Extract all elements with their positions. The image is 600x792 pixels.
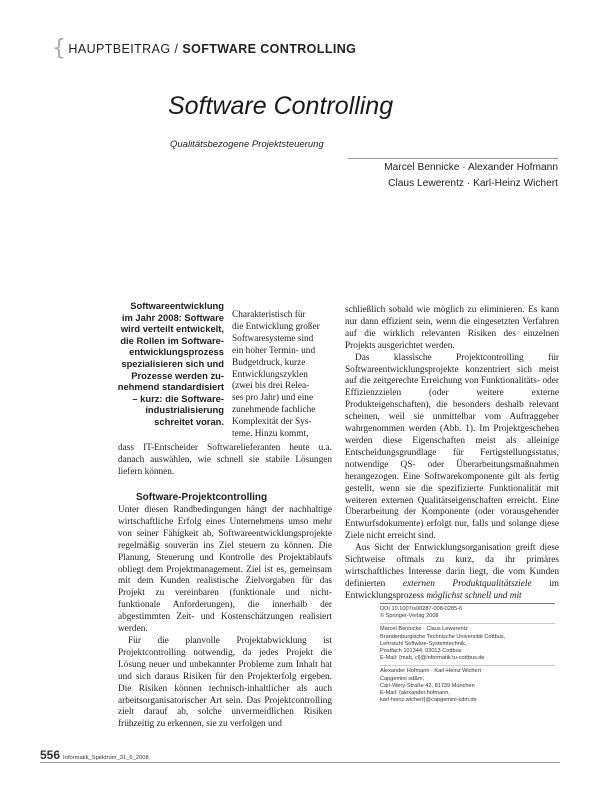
intro-line: ses pro Jahr) und eine <box>232 393 314 404</box>
lead-line: nehmend standardisiert <box>117 381 224 393</box>
paragraph: Für die planvolle Projektabwicklung ist Projektcontrolling notwendig, da jedes Projekt die Lösung neuer und unbekannter Probleme zum Inhalt hat und sich daraus Risiken für den Projekterfolg ergeben. Die Risiken können technisch-inhaltlicher als auch arbeitsorganisatorischer Art sein. Das Projektcontrolling zielt darauf ab, solche unvermeidlichen Risiken frühzeitig zu erkennen, sie zu verfolgen und <box>118 635 332 730</box>
affil-line: Carl-Wery-Straße 42, 81739 München <box>380 682 475 689</box>
affil-line: Brandenburgische Technische Universität Cottbus, <box>380 633 506 640</box>
intro-line: die Entwicklung großer <box>232 321 320 332</box>
intro-narrow <box>232 310 332 441</box>
lead-line: spezialisieren sich und <box>121 357 224 369</box>
affil-line: Postfach 101344, 03013 Cottbus <box>380 648 462 655</box>
journal-source: Informatik_Spektrum_31_6_2008 <box>63 755 149 761</box>
doi-block <box>380 606 555 620</box>
article-infobox <box>380 603 555 704</box>
affil-line: Marcel Bennicke · Claus Lewerentz <box>380 626 468 633</box>
lead-line: im Jahr 2008: Software <box>121 311 224 323</box>
intro-continuation <box>118 443 332 479</box>
column-2-body <box>345 305 559 603</box>
lead-line: wird verteilt entwickelt, <box>120 323 224 335</box>
para3-emphasis-1: externen Produktqualitätsziele <box>402 578 532 589</box>
affil-line: Capgemini sd&m, <box>380 675 425 682</box>
topic-label: SOFTWARE CONTROLLING <box>182 42 357 56</box>
affil-line: Alexander Hofmann · Karl-Heinz Wichert <box>380 668 482 675</box>
intro-cont-text: dass IT-Entscheider Softwarelieferanten heute u.a. danach auswählen, wie schnell sie stabile Lösungen liefern können. <box>118 443 332 477</box>
lead-line: schreitet voran. <box>154 415 224 427</box>
authors-line-1: Marcel Bennicke · Alexander Hofmann <box>384 162 558 173</box>
section-header <box>52 36 357 61</box>
author-block <box>348 158 558 191</box>
lead-line: entwicklungsprozess <box>129 346 224 358</box>
affil-line: Lehrstuhl Software-Systemtechnik, <box>380 640 467 647</box>
affiliation-2 <box>380 665 555 704</box>
intro-line: teme. Hinzu kommt, <box>232 429 309 440</box>
intro-line: ein hoher Termin- und <box>232 345 316 356</box>
lead-line: Prozesse werden zu- <box>131 369 224 381</box>
section-label: HAUPTBEITRAG <box>68 42 171 56</box>
doi-text: DOI 10.1007/s00287-008-0285-6 <box>380 606 463 612</box>
intro-line: Komplexität der Sys- <box>232 417 312 428</box>
lead-line: Softwareentwicklung <box>130 300 224 311</box>
lead-line: industrialisierung <box>145 404 224 416</box>
page-footer <box>40 748 560 762</box>
lead-line: die Rollen im Software- <box>120 334 224 346</box>
para3-emphasis-2: möglichst schnell und mit <box>426 590 522 601</box>
paragraph: schließlich sobald wie möglich zu eliminieren. Es kann nur dann effizient sein, wenn die eingesetzten Verfahren auf die wirklich relevanten Risiken des einzelnen Projekts ausgerichtet werden. <box>345 305 559 351</box>
para3-mid: im Entwicklungsprozess <box>345 578 560 601</box>
intro-line: (zwei bis drei Relea- <box>232 381 310 392</box>
intro-line: Budgetdruck, kurze <box>232 357 306 368</box>
affil-email[interactable]: karl-heinz.wichert}@capgemini-sdm.de <box>380 697 477 704</box>
lead-line: – kurz: die Software- <box>132 392 224 404</box>
intro-line: zunehmende fachliche <box>232 405 316 416</box>
copyright-text: © Springer-Verlag 2008 <box>380 613 439 620</box>
header-separator: / <box>174 42 179 56</box>
intro-line: Charakteristisch für <box>232 310 306 320</box>
brace-glyph: { <box>52 36 67 61</box>
paragraph: Unter diesen Randbedingungen hängt der nachhaltige wirtschaftliche Erfolg eines Unternehmens umso mehr von seiner Fähigkeit ab, Softwareentwicklungsprojekte regelmäßig souverän ins Ziel steuern zu können. Die Planung, Steuerung und Kontrolle des Projektablaufs obliegt dem Projektmanagement. Ziel ist es, gemeinsam mit dem Kunden realistische Zielvorgaben für das Projekt zu vereinbaren (funktionale und nicht-funktionale Anforderungen), die innerhalb der abgestimmten Zeit- und Kostenschätzungen realisiert werden. <box>118 505 332 635</box>
affil-email[interactable]: E-Mail: {alexander.hofmann, <box>380 690 450 697</box>
affil-email[interactable]: E-Mail: {mab, cl}@informatik.tu-cottbus.de <box>380 655 485 662</box>
para3-start: Aus Sicht der Entwicklungsorganisation greift diese Sichtweise oftmals zu kurz, da ihr primäres wirtschaftliches Interesse darin liegt, die vom Kunden definierten <box>345 543 559 589</box>
authors-line-2: Claus Lewerentz · Karl-Heinz Wichert <box>388 178 558 189</box>
page-number: 556 <box>40 748 61 762</box>
intro-line: Softwaresysteme sind <box>232 333 314 344</box>
intro-line: Entwicklungszyklen <box>232 369 308 380</box>
paragraph <box>345 543 559 603</box>
lead-abstract <box>108 300 224 428</box>
section-heading: Software-Projektcontrolling <box>136 492 268 503</box>
article-title: Software Controlling <box>168 92 394 120</box>
article-subtitle: Qualitätsbezogene Projektsteuerung <box>170 139 324 150</box>
affiliation-1 <box>380 623 555 662</box>
footer-rule <box>40 762 560 763</box>
paragraph: Das klassische Projektcontrolling für Softwareentwicklungsprojekte konzentriert sich meist auf die zeitgerechte Erreichung von Funktionalitäts- oder Effizienzzielen (oder weitere externe Produkteigenschaften), die besonders deshalb relevant scheinen, weil sie unmittelbar vom Auftraggeber wahrgenommen werden (Abb. 1). Im Projektgeschehen werden diese Eigenschaften meist als alleinige Entscheidungsgrundlage für Fertigstellungsstatus, notwendige QS- oder Überarbeitungsmaßnahmen herangezogen. Eine Softwarekomponente gilt als fertig gestellt, wenn sie die spezifizierte Funktionalität mit weiteren externen Qualitätseigenschaften erreicht. Eine Überarbeitung der Komponente (oder vorausgehender Entwurfsdokumente) erfolgt nur, falls und solange diese Ziele nicht erreicht sind. <box>345 352 559 542</box>
column-1-body <box>118 505 332 731</box>
